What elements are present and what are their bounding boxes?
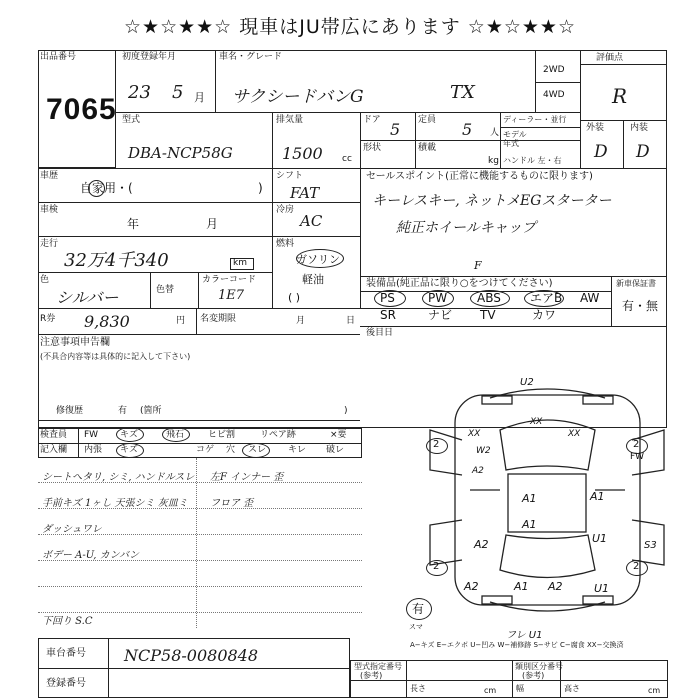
equip-abs-circle: [470, 290, 510, 307]
shift-value: FAT: [290, 184, 320, 202]
limit-day: 日: [346, 316, 356, 326]
diagram-mark-a2-front: A2: [472, 466, 484, 476]
equip-sr: SR: [380, 308, 396, 322]
diagram-mark-a1-rear: A1: [514, 580, 529, 593]
recorder-hole: 穴: [226, 445, 236, 455]
color-change-label: 色替: [156, 285, 175, 295]
diagram-mark-xx-right: XX: [568, 429, 581, 439]
color-code-label: カラーコード: [202, 275, 257, 285]
interior-label: 内装: [630, 123, 649, 133]
sales-point-line2: 純正ホイールキャップ: [396, 220, 536, 236]
recorder-scratch: キズ: [120, 445, 138, 455]
repair-close: ): [344, 406, 348, 416]
recycle-unit: 円: [176, 316, 186, 326]
fuel-circle: [296, 249, 344, 268]
limit-month: 月: [296, 316, 306, 326]
repair-label: 修復歴: [56, 406, 84, 416]
diagram-mark-w2: W2: [476, 446, 491, 456]
equip-aw: AW: [580, 291, 600, 305]
aircon-label: 冷房: [276, 205, 295, 215]
evaluation-score: R: [612, 84, 628, 108]
diagram-mark-xx-top: XX: [530, 417, 543, 427]
tire-front-left-value: 2: [433, 439, 440, 450]
shape-label: 形状: [363, 143, 382, 153]
windshield: [500, 420, 595, 470]
model-grade: TX: [450, 82, 475, 103]
load-unit: kg: [488, 156, 499, 166]
fuel-label: 燃料: [276, 239, 295, 249]
inspector-crack: ヒビ割: [208, 430, 236, 440]
interior-value: D: [636, 142, 650, 162]
diagram-mark-u1-rear: U1: [594, 582, 610, 595]
equipment-label: 装備品(純正品に限り○をつけてください): [366, 278, 553, 289]
front-left-light: [482, 396, 512, 404]
diagram-top-mark: U2: [520, 377, 534, 388]
color-value: シルバー: [56, 288, 119, 307]
spare-tire-value: 有: [412, 602, 425, 616]
warranty-value: 有・無: [622, 299, 659, 313]
diagram-mark-a2-rear2: A2: [548, 580, 563, 593]
repair-place: (箇所: [140, 406, 162, 416]
warranty-label: 新車保証書: [616, 279, 656, 288]
history-close: ): [258, 181, 263, 195]
recorder-burn: コゲ: [196, 445, 215, 455]
inspector-fw: FW: [84, 430, 99, 440]
inspection-year-unit: 年: [127, 217, 140, 231]
diagram-fw: FW: [630, 452, 645, 462]
rear-seat-label: 後目日: [366, 328, 394, 338]
color-label: 色: [40, 275, 50, 285]
recycle-value: 9,830: [84, 312, 130, 331]
remark-3: ダッシュワレ: [42, 524, 102, 535]
drive-2wd: 2WD: [543, 65, 565, 75]
model-spec-label: 型式指定番号: [354, 662, 402, 671]
mileage-unit: km: [233, 258, 247, 268]
diagram-mark-a2-left: A2: [474, 538, 489, 551]
recorder-cut: キレ: [288, 445, 306, 455]
aircon-value: AC: [300, 212, 323, 230]
lot-label: 出品番号: [40, 52, 77, 62]
car-body-outline: [455, 395, 640, 605]
sales-point-line1: キーレスキー, ネットメEGスターター: [372, 193, 612, 209]
equip-ps: PS: [380, 291, 395, 305]
mileage-value: 32万4千340: [64, 250, 169, 271]
displacement-value: 1500: [282, 144, 323, 163]
spec-length: 長さ: [410, 684, 426, 693]
equip-pw-circle: [422, 290, 454, 307]
equip-tv: TV: [480, 308, 496, 322]
chassis-label: 車台番号: [46, 648, 86, 659]
displacement-label: 排気量: [276, 115, 304, 125]
model-label: 車名・グレード: [219, 52, 283, 62]
displacement-unit: cc: [342, 154, 352, 164]
remark-1: シートへタリ, シミ, ハンドルスレ: [42, 472, 195, 483]
rear-bumper: [490, 602, 605, 611]
diagram-mark-a1-center: A1: [522, 492, 537, 505]
color-code: 1E7: [218, 288, 245, 303]
drive-4wd: 4WD: [543, 90, 565, 100]
category-ref: (参考): [522, 671, 545, 680]
shift-label: シフト: [276, 171, 304, 181]
tire-front-right-value: 2: [633, 439, 640, 450]
recorder-tear: 破レ: [326, 445, 345, 455]
inspection-label: 車検: [40, 205, 59, 215]
registration-month: 5: [172, 82, 184, 103]
model-code-value: DBA-NCP58G: [128, 144, 233, 162]
legend: A−キズ E−エクボ U−凹み W−補修跡 S−サビ C−腐食 XX−交換済: [410, 641, 624, 649]
diagram-mark-a1-right: A1: [590, 490, 605, 503]
capacity-label: 定員: [418, 115, 437, 125]
equip-leather: カワ: [532, 308, 557, 322]
model-code-label: 型式: [122, 115, 141, 125]
diagram-bottom-mark: フレ U1: [506, 630, 543, 641]
spec-height-unit: cm: [648, 686, 661, 695]
inspection-month-unit: 月: [206, 217, 219, 231]
model-name: サクシードバンG: [232, 87, 364, 107]
dealer-label: ディーラー・並行: [503, 115, 567, 124]
banner-title: ☆★☆★★☆ 現車はJU帯広にあります ☆★☆★★☆: [124, 16, 576, 38]
tire-rear-left-value: 2: [433, 561, 440, 572]
equip-pw: PW: [428, 291, 448, 305]
diagram-mark-xx-left: XX: [468, 429, 481, 439]
evaluation-label: 評価点: [596, 53, 624, 63]
history-circle: [88, 180, 105, 197]
front-right-light: [583, 396, 613, 404]
exterior-value: D: [594, 142, 608, 162]
equipment-mark: F: [474, 259, 482, 272]
recorder-label: 記入欄: [40, 445, 68, 455]
sales-point-label: セールスポイント(正常に機能するものに限ります): [366, 171, 593, 182]
inspector-chip-circle: [162, 427, 190, 442]
inspector-repair: リペア跡: [260, 430, 296, 440]
repair-value: 有: [118, 406, 128, 416]
equip-airbag: エアB: [530, 291, 563, 305]
reg-no-label: 登録番号: [46, 678, 86, 689]
diagram-mark-a1-center2: A1: [522, 518, 537, 531]
registration-year: 23: [128, 82, 151, 103]
capacity-value: 5: [462, 120, 473, 139]
recorder-rub-circle: [242, 443, 270, 458]
fuel-paren: ( ): [288, 291, 301, 304]
roof: [508, 474, 586, 532]
doors-value: 5: [390, 120, 401, 139]
recorder-rub: スレ: [248, 445, 267, 455]
model-year-label2: 年式: [503, 139, 519, 148]
remark-right-1: 左F インナー 歪: [210, 472, 284, 483]
inspector-scratch-circle: [116, 427, 144, 442]
capacity-unit: 人: [490, 128, 500, 138]
history-label: 車歴: [40, 171, 59, 181]
equip-ps-circle: [374, 290, 406, 307]
chassis-value: NCP58-0080848: [124, 646, 259, 665]
equip-abs: ABS: [477, 291, 501, 305]
recorder-scratch-circle: [116, 443, 144, 458]
spec-length-unit: cm: [484, 686, 497, 695]
diagram-mark-u1-right: U1: [592, 532, 608, 545]
inspector-chip: 飛石: [166, 430, 185, 440]
recycle-label: R券: [40, 314, 56, 324]
tire-rear-right-value: 2: [633, 561, 640, 572]
spec-height: 高さ: [564, 684, 580, 693]
fuel-diesel: 軽油: [302, 273, 324, 286]
model-spec-ref: (参考): [360, 671, 383, 680]
inspector-scratch: キズ: [120, 430, 138, 440]
limit-label: 名変期限: [200, 314, 237, 324]
rear-window: [500, 535, 595, 578]
remark-2: 手前キズ 1ヶし 天張シミ 灰皿ミ: [42, 498, 188, 509]
registration-month-unit: 月: [194, 91, 205, 104]
diagram-mark-s3: S3: [644, 540, 657, 551]
doors-label: ドア: [363, 115, 381, 125]
inspector-label: 検査員: [40, 430, 68, 440]
fuel-gasoline: ガソリン: [296, 253, 340, 266]
left-rear-door: [430, 520, 462, 565]
remark-5: 下回り S.C: [42, 616, 93, 627]
exterior-label: 外装: [586, 123, 605, 133]
registration-label: 初度登録年月: [122, 52, 177, 62]
remark-right-2: フロア 歪: [210, 498, 254, 509]
diagram-mark-a2-rear: A2: [464, 580, 479, 593]
handle-label: ハンドル 左・右: [503, 156, 562, 165]
notes-sub: (不具合内容等は具体的に記入して下さい): [40, 352, 191, 361]
notes-label: 注意事項申告欄: [40, 337, 110, 348]
mileage-label: 走行: [40, 239, 59, 249]
load-label: 積載: [418, 143, 437, 153]
rear-left-light: [482, 596, 512, 604]
recorder-lining: 内張: [84, 445, 103, 455]
lot-number: 7065: [46, 93, 117, 126]
category-label: 類別区分番号: [515, 662, 563, 671]
model-year-label1: モデル: [503, 130, 527, 139]
rear-right-light: [583, 596, 613, 604]
equip-airbag-circle: [524, 290, 564, 307]
spec-width: 幅: [516, 684, 524, 693]
equip-navi: ナビ: [428, 308, 453, 322]
remark-4: ボデー A-U, カンバン: [42, 550, 139, 561]
spare-tire-sub: スマ: [409, 623, 423, 631]
history-value: 自家用・(: [80, 181, 133, 195]
inspector-x: ×要: [330, 430, 347, 440]
